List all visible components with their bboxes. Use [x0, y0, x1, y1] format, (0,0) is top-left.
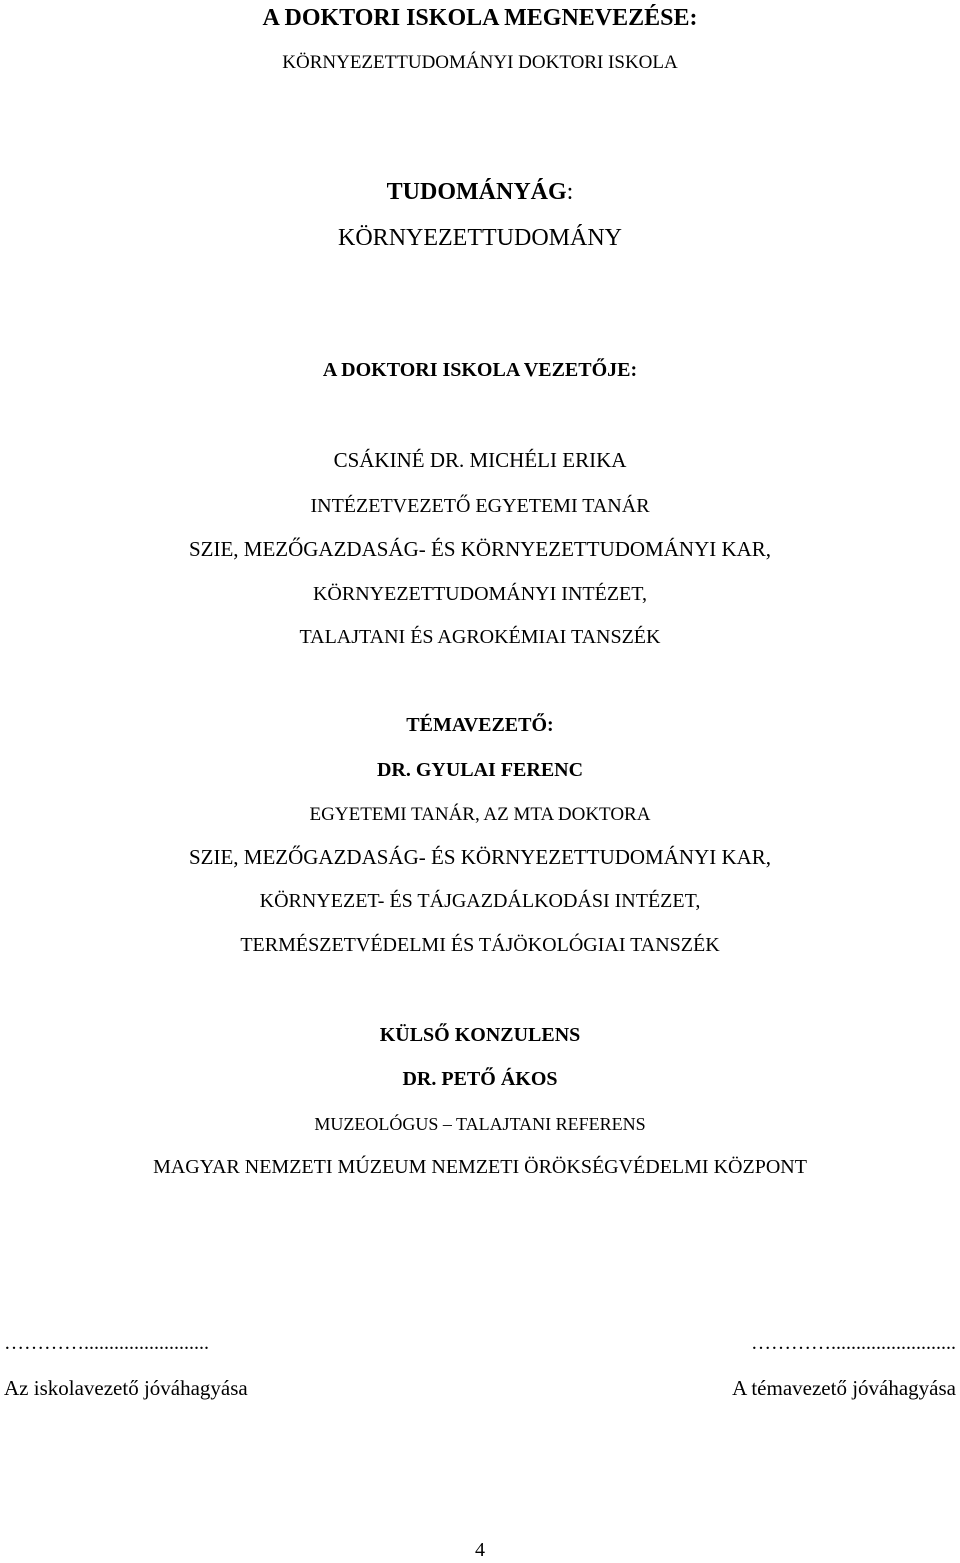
signature-left-label: Az iskolavezető jóváhagyása [4, 1376, 248, 1400]
field-name: KÖRNYEZETTUDOMÁNY [338, 225, 622, 251]
supervisor-affiliation-faculty: SZIE, MEZŐGAZDASÁG- ÉS KÖRNYEZETTUDOMÁNYI KAR, [188, 845, 772, 869]
leader-affiliation-department: TALAJTANI ÉS AGROKÉMIAI TANSZÉK [299, 626, 661, 648]
leader-title: INTÉZETVEZETŐ EGYETEMI TANÁR [310, 495, 650, 517]
supervisor-affiliation-institute: KÖRNYEZET- ÉS TÁJGAZDÁLKODÁSI INTÉZET, [259, 890, 701, 912]
external-affiliation: MAGYAR NEMZETI MÚZEUM NEMZETI ÖRÖKSÉGVÉDELMI KÖZPONT [153, 1156, 807, 1178]
field-heading-colon: : [566, 179, 574, 205]
signature-left-dots: …………......................... [4, 1332, 209, 1354]
external-title: MUZEOLÓGUS – TALAJTANI REFERENS [314, 1114, 646, 1134]
leader-affiliation-faculty: SZIE, MEZŐGAZDASÁG- ÉS KÖRNYEZETTUDOMÁNYI KAR, [188, 537, 772, 561]
supervisor-title: EGYETEMI TANÁR, AZ MTA DOKTORA [309, 804, 651, 825]
page-number: 4 [475, 1539, 485, 1561]
signature-right-dots: …………......................... [751, 1332, 956, 1354]
field-heading [0, 180, 960, 204]
school-name: KÖRNYEZETTUDOMÁNYI DOKTORI ISKOLA [282, 52, 678, 73]
school-heading: A DOKTORI ISKOLA MEGNEVEZÉSE: [262, 5, 698, 31]
external-name: DR. PETŐ ÁKOS [402, 1068, 558, 1090]
leader-heading: A DOKTORI ISKOLA VEZETŐJE: [322, 359, 638, 381]
supervisor-heading: TÉMAVEZETŐ: [406, 714, 554, 736]
external-heading: KÜLSŐ KONZULENS [379, 1024, 581, 1046]
signature-right-label: A témavezető jóváhagyása [732, 1376, 956, 1400]
leader-affiliation-institute: KÖRNYEZETTUDOMÁNYI INTÉZET, [312, 583, 647, 605]
field-heading-label: TUDOMÁNYÁG [386, 179, 567, 205]
supervisor-affiliation-department: TERMÉSZETVÉDELMI ÉS TÁJÖKOLÓGIAI TANSZÉK [240, 934, 720, 956]
leader-name: CSÁKINÉ DR. MICHÉLI ERIKA [333, 448, 627, 472]
supervisor-name: DR. GYULAI FERENC [376, 759, 584, 781]
